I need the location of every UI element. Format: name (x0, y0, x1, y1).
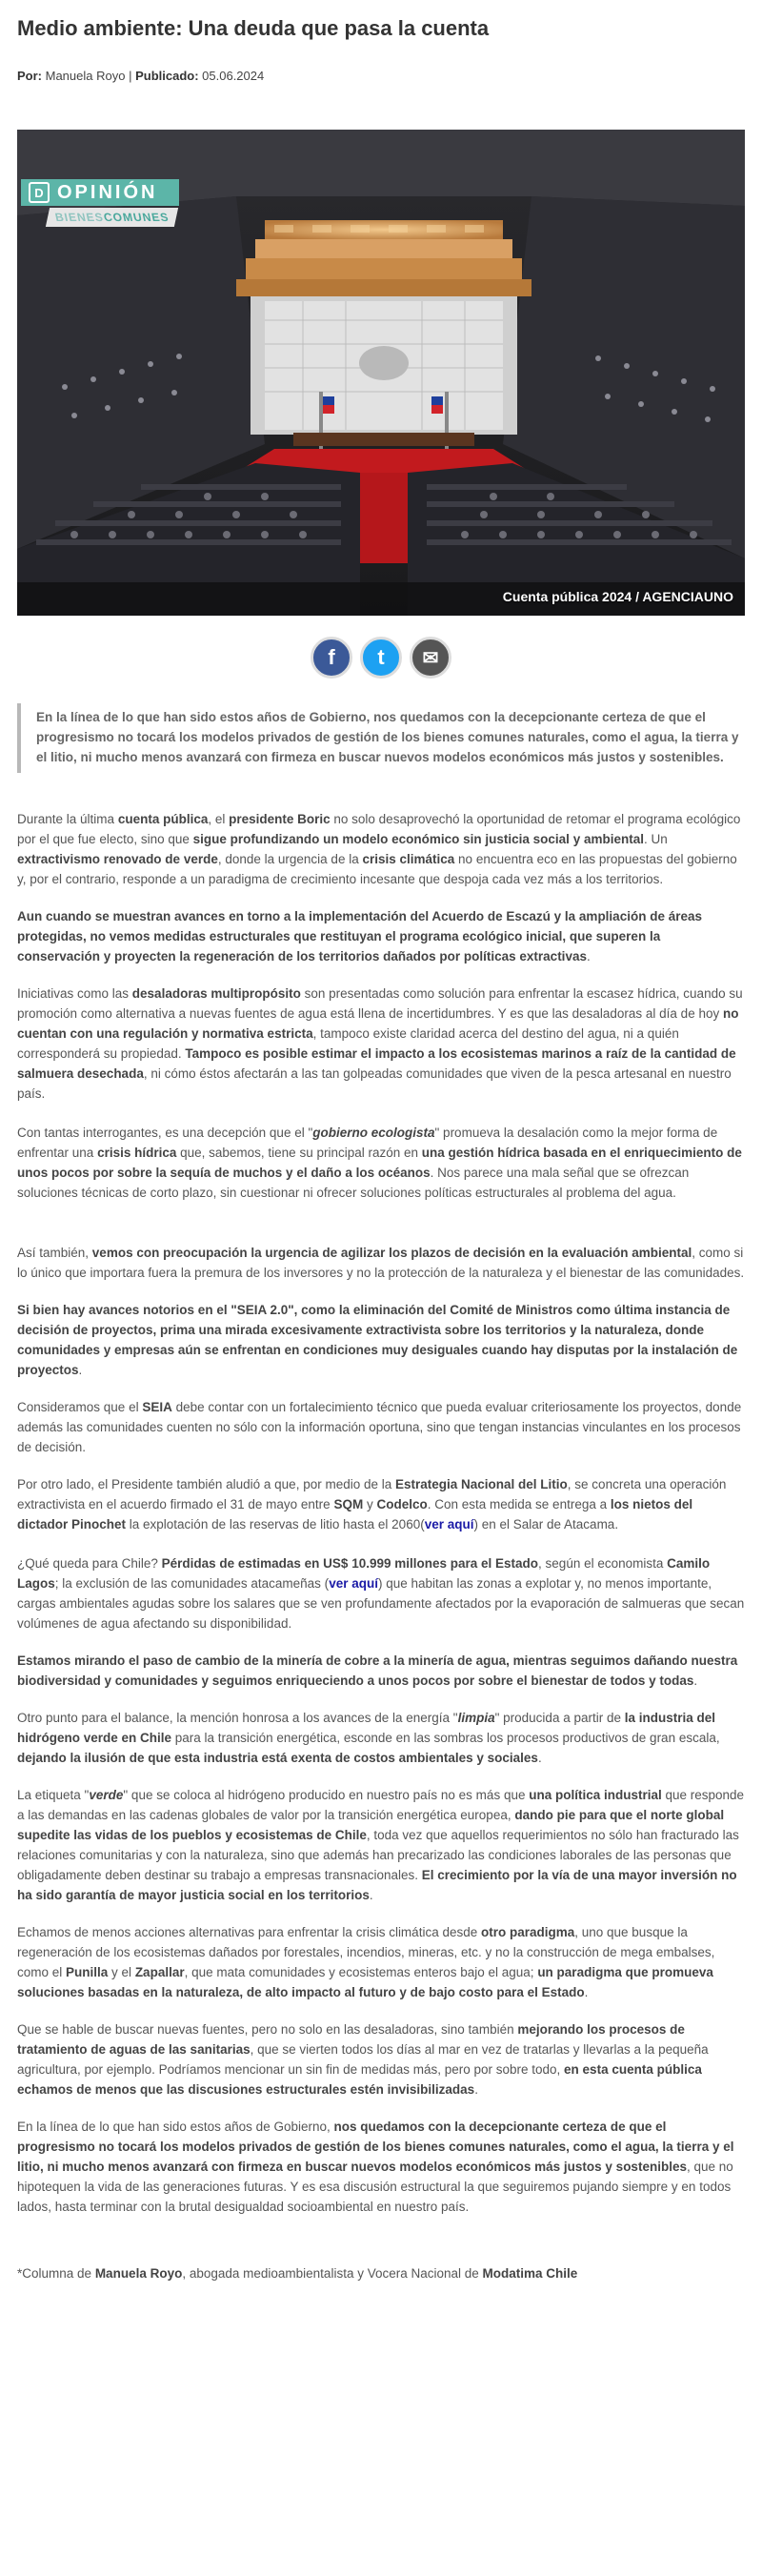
bold-text: extractivismo renovado de verde (17, 852, 218, 866)
paragraph (17, 1708, 745, 1768)
text-run: Durante la última (17, 812, 118, 826)
paragraph (17, 2019, 745, 2099)
bold-text: crisis hídrica (97, 1146, 177, 1160)
bold-text: SEIA (142, 1400, 172, 1414)
byline-separator: | (129, 69, 136, 83)
paragraph (17, 1300, 745, 1380)
bold-text: una gestión hídrica basada en el enriquecimiento de unos pocos por sobre la sequía de muchos y el daño a los océanos (17, 1146, 742, 1180)
text-run: , como si lo único que importara fuera la premura de los inversores y no la protección de la naturaleza y el bienestar de las comunidades. (17, 1246, 745, 1280)
text-run: , que mata comunidades y ecosistemas enteros bajo el agua; (184, 1965, 538, 1979)
lead-quote: En la línea de lo que han sido estos años de Gobierno, nos quedamos con la decepcionante certeza de que el progresismo no tocará los modelos privados de gestión de los bienes comunes naturales, como el agua, la tierra y el litio, ni mucho menos avanzará con firmeza en buscar nuevos modelos económicos más justos y sostenibles. (17, 703, 745, 773)
opinion-label: OPINIÓN (57, 182, 158, 203)
text-run: Iniciativas como las (17, 986, 132, 1001)
bold-text: desaladoras multipropósito (131, 986, 301, 1001)
text-run: que responde a las demandas en las cadenas globales de valor por la transición energética europea, (17, 1788, 745, 1822)
bold-text: dando pie para que el norte global supedite las vidas de los pueblos y ecosistemas de Chile (17, 1808, 725, 1842)
paragraph (17, 809, 745, 889)
email-icon: ✉ (422, 647, 439, 669)
article-body (17, 809, 745, 2217)
text-run: ) en el Salar de Atacama. (473, 1517, 619, 1531)
section-label-1: BIENES (53, 211, 106, 224)
email-share-button[interactable] (410, 637, 451, 679)
byline (17, 65, 745, 88)
photo-caption: Cuenta pública 2024 / AGENCIAUNO (502, 589, 733, 604)
bold-text: Camilo Lagos (17, 1556, 711, 1591)
text-run: . (693, 1673, 698, 1688)
twitter-share-button[interactable] (360, 637, 402, 679)
text-run: , que no hipotequen la vida de las generaciones futuras. Y es esa discusión estructural la que seguiremos pujando siempre y en todos lados, hasta terminar con la brutal desigualdad socioambiental en nuestro país. (17, 2160, 733, 2214)
bold-text: El crecimiento por la vía de una mayor inversión no ha sido garantía de mayor justicia social en los territorios (17, 1868, 737, 1902)
paragraph (17, 1553, 745, 1633)
text-run: , el (208, 812, 230, 826)
bold-text: en esta cuenta pública echamos de menos que las discusiones estructurales estén invisibilizadas (17, 2062, 702, 2097)
emphasis-text: gobierno ecologista (312, 1126, 435, 1140)
text-run: " que se coloca al hidrógeno producido en nuestro país no es más que (123, 1788, 530, 1802)
emphasis-text: verde (89, 1788, 124, 1802)
text-run: " promueva la desalación como la mejor forma de enfrentar una (17, 1126, 718, 1160)
emphasis-text: limpia (457, 1711, 495, 1725)
text-run: no solo desaprovechó la oportunidad de retomar el programa ecológico por el que fue electo, sino que (17, 812, 741, 846)
bold-text: cuenta pública (117, 812, 209, 826)
share-bar (17, 637, 745, 679)
bold-text: una política industrial (529, 1788, 662, 1802)
text-run: que, sabemos, tiene su principal razón en (176, 1146, 422, 1160)
paragraph (17, 1397, 745, 1457)
paragraph (17, 984, 745, 1104)
text-run: . (537, 1751, 542, 1765)
text-run: . Nos parece una mala señal que se ofrezcan soluciones técnicas de corto plazo, sin cuestionar ni ofrecer soluciones políticas estructurales al problema del agua. (17, 1166, 690, 1200)
by-label: Por: (17, 69, 42, 83)
text-run: , abogada medioambientalista y Vocera Nacional de (182, 2266, 483, 2281)
bold-text: otro paradigma (480, 1925, 575, 1939)
bold-text: Estamos mirando el paso de cambio de la minería de cobre a la minería de agua, mientras seguimos dañando nuestra biodiversidad y comunidades y seguimos enriqueciendo a unos pocos por sobre el bienestar de todos y todas (17, 1653, 738, 1688)
hero-photo (17, 130, 745, 616)
text-run: ) que habitan las zonas a explotar y, no menos importante, cargas ambientales agudas sobre los salares que se ven profundamente afectados por la evaporación de salmueras que secan volúmenes de agua afectando su disponibilidad. (17, 1576, 745, 1631)
section-badge (46, 208, 178, 227)
paragraph (17, 1243, 745, 1283)
inline-link[interactable]: ver aquí (329, 1576, 378, 1591)
bold-text: vemos con preocupación la urgencia de agilizar los plazos de decisión en la evaluación ambiental (91, 1246, 692, 1260)
bold-text: dejando la ilusión de que esta industria está exenta de costos ambientales y sociales (17, 1751, 538, 1765)
bold-text: sigue profundizando un modelo económico sin justicia social y ambiental (192, 832, 644, 846)
paragraph (17, 1123, 745, 1203)
text-run: son presentadas como solución para enfrentar la escasez hídrica, cuando su promoción como alternativa a nuevas fuentes de agua está llena de incertidumbres. Y es que las desaladoras al día de hoy (17, 986, 743, 1021)
text-run: y (363, 1497, 377, 1511)
twitter-icon: t (377, 645, 385, 669)
text-run: . (78, 1363, 83, 1377)
section-label-2: COMUNES (102, 211, 170, 224)
paragraph (17, 1922, 745, 2002)
published-date: 05.06.2024 (202, 69, 265, 83)
text-run: Otro punto para el balance, la mención honrosa a los avances de la energía " (17, 1711, 458, 1725)
text-run: , que se vierten todos los días al mar en vez de tratarlas y llevarlas a la pequeña agricultura, por ejemplo. Podríamos mencionar un sin fin de medidas más, pero por sobre todo, (17, 2042, 709, 2077)
text-run: , uno que busque la regeneración de los ecosistemas dañados por forestales, incendios, mineras, etc. y no la construcción de mega embalses, como el (17, 1925, 715, 1979)
text-run: la explotación de las reservas de litio hasta el 2060( (126, 1517, 425, 1531)
text-run: . Un (643, 832, 668, 846)
text-run: ¿Qué queda para Chile? (17, 1556, 162, 1571)
bold-text: Si bien hay avances notorios en el "SEIA 2.0", como la eliminación del Comité de Ministros como última instancia de decisión de proyectos, prima una mirada excesivamente extractivista sobre los territorios y la naturaleza, donde comunidades y empresas aún se enfrentan en condiciones muy desiguales cuando hay disputas por la instalación de proyectos (17, 1303, 738, 1377)
bold-text: Codelco (376, 1497, 428, 1511)
paragraph (17, 906, 745, 966)
bold-text: un paradigma que promueva soluciones basadas en la naturaleza, de alto impacto al futuro y de bajo costo para el Estado (17, 1965, 713, 1999)
text-run: y el (108, 1965, 135, 1979)
inline-link[interactable]: ver aquí (424, 1517, 474, 1531)
text-run: . (586, 949, 591, 963)
text-run: En la línea de lo que han sido estos años de Gobierno, (17, 2120, 334, 2134)
text-run: . Con esta medida se entrega a (427, 1497, 611, 1511)
bold-text: Aun cuando se muestran avances en torno a la implementación del Acuerdo de Escazú y la ampliación de áreas protegidas, no vemos medidas estructurales que restituyan el programa ecológico inicial, que superen la conservación y proyecten la regeneración de los territorios dañados por políticas extractivas (17, 909, 702, 963)
paragraph (17, 1651, 745, 1691)
bold-text: crisis climática (362, 852, 455, 866)
facebook-share-button[interactable] (311, 637, 352, 679)
text-run: Así también, (17, 1246, 92, 1260)
published-label: Publicado: (135, 69, 199, 83)
text-run: , tampoco existe claridad acerca del destino del agua, ni a quién corresponderá su propiedad. (17, 1026, 679, 1061)
bold-text: Manuela Royo (94, 2266, 183, 2281)
text-run: , toda vez que aquellos requerimientos no sólo han fracturado las relaciones comunitarias y con la naturaleza, sino que además han precarizado las condiciones laborales de las personas que obligadamente deben destinar su trabajo a empresas transnacionales. (17, 1828, 739, 1882)
article-title: Medio ambiente: Una deuda que pasa la cuenta (17, 16, 490, 40)
text-run: . (369, 1888, 373, 1902)
text-run: . (584, 1985, 589, 1999)
bold-text: Zapallar (134, 1965, 185, 1979)
paragraph (17, 1474, 745, 1534)
text-run: Que se hable de buscar nuevas fuentes, pero no solo en las desaladoras, sino también (17, 2022, 518, 2037)
publication-logo-icon: D (29, 182, 50, 203)
facebook-icon: f (328, 645, 335, 669)
text-run: La etiqueta " (17, 1788, 90, 1802)
bold-text: Estrategia Nacional del Litio (395, 1477, 568, 1491)
text-run: Consideramos que el (17, 1400, 143, 1414)
author-name[interactable]: Manuela Royo (45, 69, 126, 83)
text-run: Por otro lado, el Presidente también aludió a que, por medio de la (17, 1477, 395, 1491)
text-run: ; la exclusión de las comunidades atacameñas ( (54, 1576, 330, 1591)
text-run: Con tantas interrogantes, es una decepción que el " (17, 1126, 313, 1140)
text-run: " producida a partir de (494, 1711, 625, 1725)
text-run: , se concreta una operación extractivista en el acuerdo firmado el 31 de mayo entre (17, 1477, 727, 1511)
text-run: *Columna de (17, 2266, 95, 2281)
bold-text: Pérdidas de estimadas en US$ 10.999 millones para el Estado (161, 1556, 539, 1571)
opinion-badge (21, 179, 179, 227)
author-note (17, 2266, 745, 2281)
bold-text: nos quedamos con la decepcionante certeza de que el progresismo no tocará los modelos privados de gestión de los bienes comunes naturales, como el agua, la tierra y el litio, ni mucho menos avanzará con firmeza en buscar nuevos modelos económicos más justos y sostenibles (17, 2120, 734, 2174)
bold-text: SQM (333, 1497, 364, 1511)
text-run: debe contar con un fortalecimiento técnico que pueda evaluar criteriosamente los proyectos, donde además las comunidades cuenten no sólo con la información oportuna, sino que tengan instancias vinculantes en los procesos de decisión. (17, 1400, 742, 1454)
bold-text: Punilla (66, 1965, 109, 1979)
text-run: , según el economista (538, 1556, 668, 1571)
bold-text: los nietos del dictador Pinochet (17, 1497, 693, 1531)
bold-text: no cuentan con una regulación y normativa estricta (17, 1006, 739, 1041)
bold-text: mejorando los procesos de tratamiento de aguas de las sanitarias (17, 2022, 685, 2057)
text-run: no encuentra eco en las propuestas del gobierno y, por el contrario, responde a un paradigma de crecimiento incesante que despoja cada vez más a los territorios. (17, 852, 737, 886)
bold-text: Modatima Chile (482, 2266, 578, 2281)
text-run: Echamos de menos acciones alternativas para enfrentar la crisis climática desde (17, 1925, 481, 1939)
opinion-badge-top (21, 179, 179, 206)
bold-text: Tampoco es posible estimar el impacto a los ecosistemas marinos a raíz de la cantidad de salmuera desechada (17, 1046, 736, 1081)
paragraph (17, 2117, 745, 2217)
text-run: para la transición energética, esconde en las sombras los procesos productivos de gran escala, (171, 1731, 720, 1745)
text-run: , donde la urgencia de la (217, 852, 363, 866)
text-run: . (474, 2082, 478, 2097)
paragraph (17, 1785, 745, 1905)
text-run: , ni cómo éstos afectarán a las tan golpeadas comunidades que viven de la pesca artesanal en nuestro país. (17, 1066, 732, 1101)
bold-text: la industria del hidrógeno verde en Chile (17, 1711, 716, 1745)
bold-text: presidente Boric (229, 812, 331, 826)
